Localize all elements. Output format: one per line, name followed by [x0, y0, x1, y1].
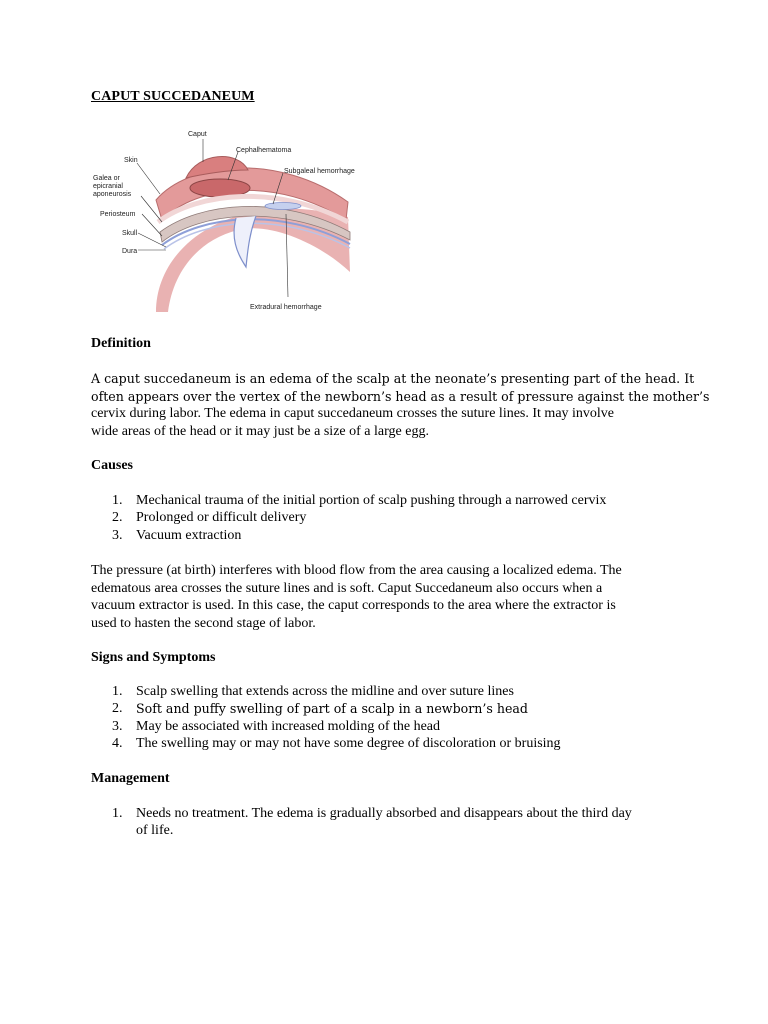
definition-line: A caput succedaneum is an edema of the scalp at the neonate’s presenting part of the head. It — [91, 371, 695, 386]
label-galea-1: Galea or — [93, 175, 120, 182]
causes-list — [91, 492, 691, 544]
cause-text: Mechanical trauma of the initial portion of scalp pushing through a narrowed cervix — [136, 493, 607, 508]
signs-list — [91, 683, 691, 752]
management-heading: Management — [91, 771, 170, 786]
causes-heading: Causes — [91, 458, 134, 473]
causes-line: vacuum extractor is used. In this case, the caput corresponds to the area where the extractor is — [91, 598, 616, 613]
sign-text: Soft and puffy swelling of part of a scalp in a newborn’s head — [136, 701, 528, 717]
list-item: 4. The swelling may or may not have some degree of discoloration or bruising — [91, 735, 691, 752]
label-cephalhematoma: Cephalhematoma — [236, 147, 292, 154]
causes-line: edematous area crosses the suture lines and is soft. Caput Succedaneum also occurs when a — [91, 580, 603, 596]
signs-heading: Signs and Symptoms — [91, 650, 216, 665]
label-extradural: Extradural hemorrhage — [250, 304, 322, 311]
definition-line: wide areas of the head or it may just be a size of a large egg. — [91, 423, 429, 439]
causes-paragraph — [91, 562, 681, 632]
list-item: 1. Needs no treatment. The edema is gradually absorbed and disappears about the third day of life. — [91, 805, 691, 840]
sign-text: May be associated with increased molding of the head — [136, 718, 441, 734]
management-text: of life. — [136, 823, 174, 839]
list-item: 2. Soft and puffy swelling of part of a scalp in a newborn’s head — [91, 700, 691, 717]
cause-text: Vacuum extraction — [136, 527, 242, 543]
subgaleal-mark — [265, 203, 301, 210]
definition-paragraph — [91, 370, 710, 440]
label-galea-3: aponeurosis — [93, 191, 132, 198]
definition-line: cervix during labor. The edema in caput succedaneum crosses the suture lines. It may involve — [91, 406, 615, 421]
list-item: 2. Prolonged or difficult delivery — [91, 509, 691, 526]
sign-text: Scalp swelling that extends across the midline and over suture lines — [136, 684, 514, 699]
list-item: 3. Vacuum extraction — [91, 527, 691, 544]
falx-fold — [234, 216, 256, 267]
label-skin: Skin — [124, 157, 138, 164]
causes-line: The pressure (at birth) interferes with blood flow from the area causing a localized edema. The — [91, 563, 622, 578]
label-periosteum: Periosteum — [100, 211, 136, 218]
list-item: 1. Mechanical trauma of the initial portion of scalp pushing through a narrowed cervix — [91, 492, 691, 509]
label-skull: Skull — [122, 230, 138, 237]
definition-line: often appears over the vertex of the newborn’s head as a result of pressure against the mother’s — [91, 388, 710, 404]
label-dura: Dura — [122, 248, 138, 255]
management-list — [91, 805, 691, 840]
sign-text: The swelling may or may not have some degree of discoloration or bruising — [136, 735, 561, 751]
management-text: Needs no treatment. The edema is gradually absorbed and disappears about the third day — [136, 806, 632, 821]
definition-heading: Definition — [91, 336, 151, 351]
label-subgaleal: Subgaleal hemorrhage — [284, 168, 355, 175]
causes-line: used to hasten the second stage of labor. — [91, 615, 316, 631]
label-galea-2: epicranial — [93, 183, 123, 190]
list-item: 3. May be associated with increased molding of the head — [91, 718, 691, 735]
list-item: 1. Scalp swelling that extends across the midline and over suture lines — [91, 683, 691, 700]
label-caput: Caput — [188, 131, 207, 138]
cause-text: Prolonged or difficult delivery — [136, 510, 307, 526]
page-title: CAPUT SUCCEDANEUM — [91, 89, 255, 104]
diagram-svg — [88, 122, 388, 322]
scalp-layers-diagram — [88, 122, 388, 322]
